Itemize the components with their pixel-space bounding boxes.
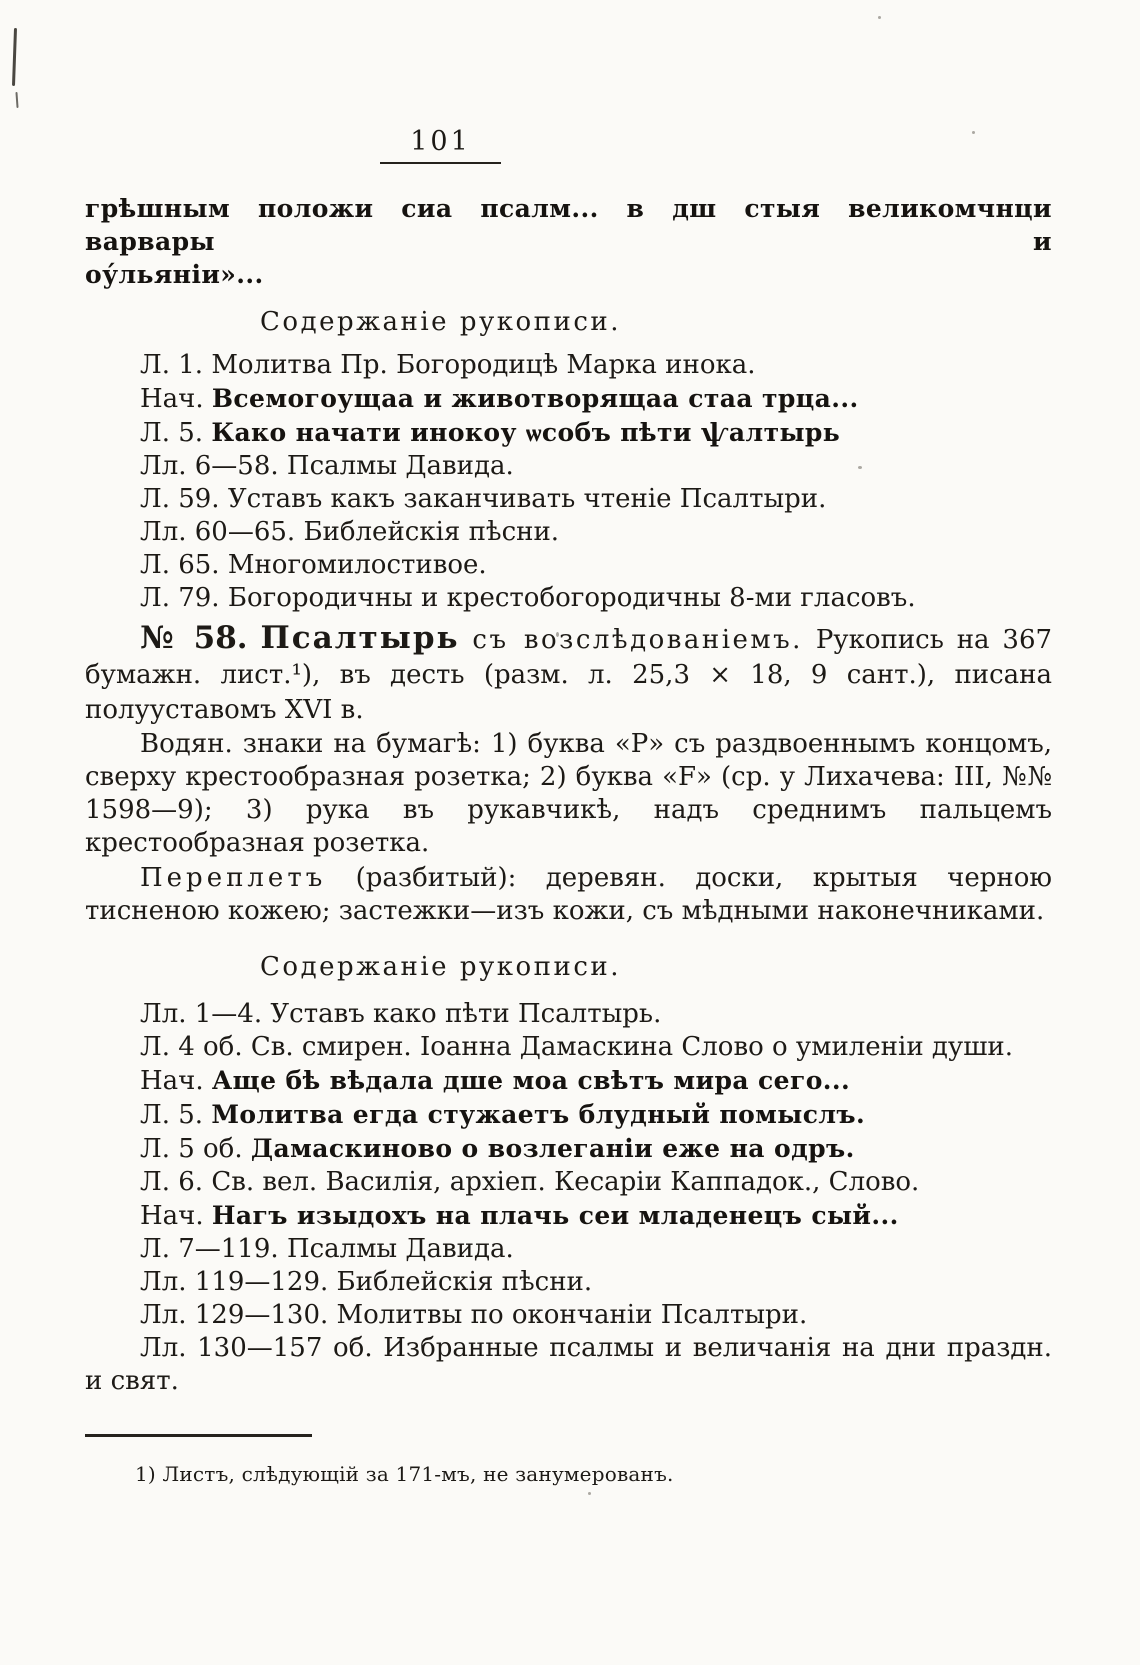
list-item — [85, 549, 1052, 582]
item-text: Св. вел. Василія, архіеп. Кесаріи Каппадок., Слово. — [211, 1167, 920, 1197]
section2-heading: Содержаніе рукописи. — [260, 952, 621, 982]
leaf-reference: Л. 6. — [140, 1167, 204, 1197]
item-text: Уставъ какъ заканчивать чтеніе Псалтыри. — [227, 484, 827, 514]
leaf-reference: Л. 5. — [140, 1100, 204, 1130]
list-item — [85, 416, 1052, 450]
list-item — [85, 516, 1052, 549]
page-number: 101 — [380, 126, 501, 164]
item-text: Уставъ како пѣти Псалтырь. — [270, 999, 662, 1029]
item-text: Библейскія пѣсни. — [303, 517, 560, 547]
entry-description: Рукопись на 367 бумажн. лист.¹), въ десть (разм. л. 25,3 × 18, 9 сант.), писана полууставомъ XVI в. — [85, 625, 1053, 725]
leaf-reference: Лл. 119—129. — [140, 1267, 329, 1297]
binding-lead: Переплетъ — [140, 863, 327, 893]
list-item — [85, 349, 1052, 382]
leaf-reference: Л. 65. — [140, 550, 220, 580]
page-content — [85, 0, 1052, 1487]
list-item — [85, 1132, 1052, 1166]
item-text: Богородичны и крестобогородичны 8-ми гласовъ. — [227, 583, 916, 613]
list-item — [85, 1166, 1052, 1199]
item-text: Св. смирен. Іоанна Дамаскина Слово о умиленіи души. — [250, 1032, 1013, 1062]
item-text: Молитва Пр. Богородицѣ Марка инока. — [211, 350, 756, 380]
item-text: Молитва егда стужаетъ блудный помыслъ. — [211, 1100, 866, 1129]
watermarks-text: знаки на бумагѣ: 1) буква «Р» съ раздвоеннымъ концомъ, сверху крестообразная розетка; 2) буква «F» (ср. у Лихачева: III, №№ 1598—9); 3) рука въ рукавчикѣ, надъ среднимъ пальцемъ крестообразная розетка. — [85, 729, 1053, 858]
entry-number: № 58. — [140, 620, 248, 656]
section1-heading: Содержаніе рукописи. — [260, 307, 621, 337]
footnote-divider — [85, 1434, 312, 1437]
binding-paragraph — [85, 862, 1052, 928]
list-item — [85, 450, 1052, 483]
quote-line: оу́льяніи»... — [85, 260, 264, 289]
item-text: Молитвы по окончаніи Псалтыри. — [336, 1300, 808, 1330]
list-item — [85, 1064, 1052, 1098]
leaf-reference: Нач. — [140, 1066, 204, 1096]
list-item — [85, 1098, 1052, 1132]
list-item — [85, 382, 1052, 416]
item-text: Како начати инокоу ѡсобъ пѣти ѱалтырь — [211, 418, 841, 447]
leaf-reference: Лл. 1—4. — [140, 999, 263, 1029]
leaf-reference: Нач. — [140, 384, 204, 414]
item-text: Многомилостивое. — [227, 550, 487, 580]
list-item — [85, 1266, 1052, 1299]
leaf-reference: Л. 5 об. — [140, 1134, 243, 1164]
watermarks-lead: Водян. — [140, 729, 233, 759]
leaf-reference: Л. 79. — [140, 583, 220, 613]
leaf-reference: Лл. 60—65. — [140, 517, 296, 547]
leaf-reference: Лл. 129—130. — [140, 1300, 329, 1330]
leaf-reference: Л. 7—119. — [140, 1234, 279, 1264]
item-text: Аще бѣ вѣдала дше моа свѣтъ мира сего... — [211, 1066, 851, 1095]
entry-58-paragraph — [85, 621, 1052, 728]
binding-text: (разбитый): деревян. доски, крытыя черною тисненою кожею; застежки—изъ кожи, съ мѣдными наконечниками. — [85, 863, 1052, 926]
list-item — [85, 582, 1052, 615]
item-text: Дамаскиново о возлеганіи еже на одръ. — [250, 1134, 855, 1163]
ink-mark — [12, 28, 17, 86]
item-text: Всемогоущаа и животворящаа стаа трца... — [211, 384, 859, 413]
ink-mark — [15, 92, 18, 108]
leaf-reference: Л. 4 об. — [140, 1032, 243, 1062]
leaf-reference: Лл. 130—157 об. — [140, 1333, 373, 1363]
leaf-reference: Л. 1. — [140, 350, 204, 380]
list-item — [85, 1199, 1052, 1233]
list-item — [85, 483, 1052, 516]
item-text: Библейскія пѣсни. — [336, 1267, 593, 1297]
list-item — [85, 1332, 1052, 1398]
quote-line: грѣшным положи сиа псалм... в дш стыя великомчнци варвары и — [85, 194, 1052, 256]
item-text: Избранные псалмы и величанія на дни праздн. и свят. — [85, 1333, 1053, 1396]
scan-speck — [588, 1492, 591, 1495]
item-text: Псалмы Давида. — [286, 451, 514, 481]
leaf-reference: Лл. 6—58. — [140, 451, 279, 481]
watermarks-paragraph — [85, 728, 1052, 860]
entry-title: Псалтырь — [260, 620, 460, 656]
leaf-reference: Нач. — [140, 1201, 204, 1231]
list-item — [85, 1233, 1052, 1266]
footnote: 1) Листъ, слѣдующій за 171-мъ, не занумерованъ. — [135, 1462, 674, 1486]
leaf-reference: Л. 5. — [140, 418, 204, 448]
list-item — [85, 998, 1052, 1031]
slavonic-quote — [85, 192, 1052, 291]
list-item — [85, 1299, 1052, 1332]
item-text: Нагъ изыдохъ на плачь сеи младенецъ сый... — [211, 1201, 899, 1230]
item-text: Псалмы Давида. — [286, 1234, 514, 1264]
list-item — [85, 1031, 1052, 1064]
entry-subtitle: съ возслѣдованіемъ. — [472, 625, 803, 655]
leaf-reference: Л. 59. — [140, 484, 220, 514]
